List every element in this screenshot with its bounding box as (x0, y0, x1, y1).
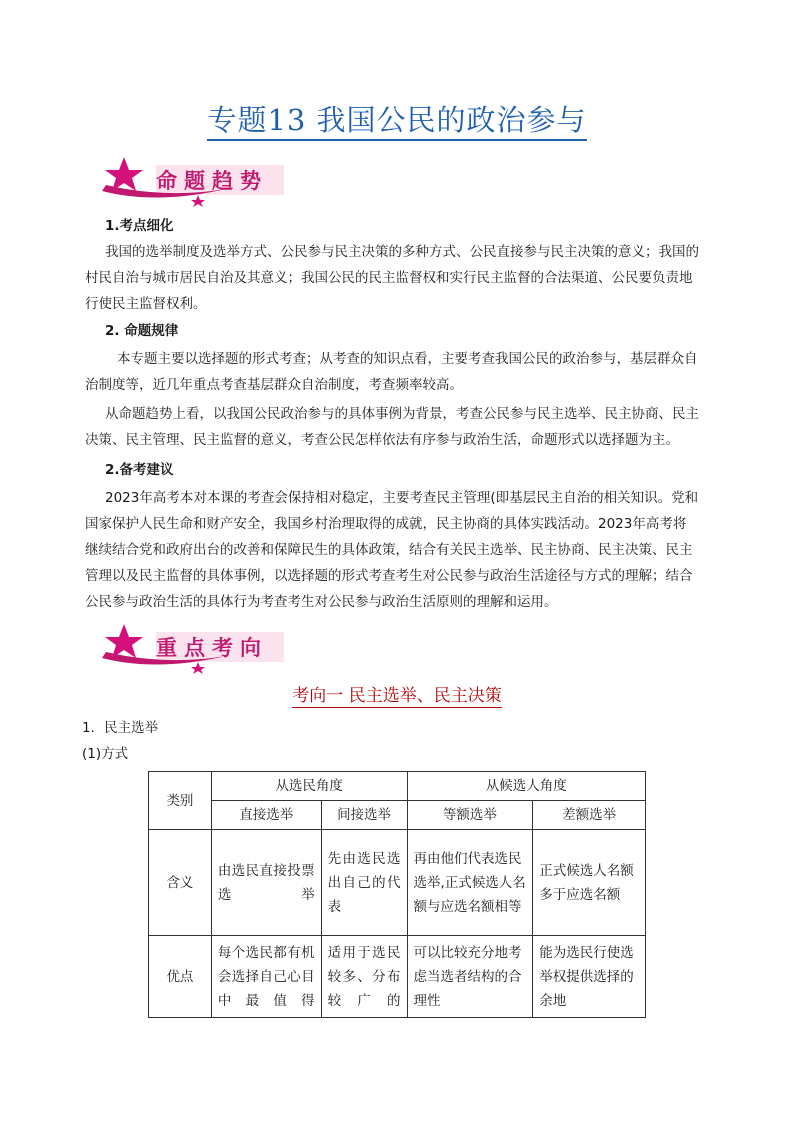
table-row (149, 830, 646, 936)
section-item-1: 1．民主选举 (82, 720, 159, 736)
table-cell: 直接选举 (211, 801, 321, 830)
page-title: 专题13 我国公民的政治参与 (0, 98, 794, 139)
table-cell: 差额选举 (533, 801, 646, 830)
focus-banner-label: 重点考向 (156, 636, 268, 660)
section-item-2: (1)方式 (82, 746, 129, 762)
table-cell: 由选民直接投票选举 (211, 830, 321, 936)
table-cell: 每个选民都有机会选择自己心目中最值得 (211, 936, 321, 1018)
trend-paragraph-2: 本专题主要以选择题的形式考查；从考查的知识点看，主要考查我国公民的政治参与，基层群众自治制度等，近几年重点考查基层群众自治制度，考查频率较高。 (85, 351, 698, 393)
table-cell: 可以比较充分地考虑当选者结构的合理性 (407, 936, 533, 1018)
trend-paragraph-1: 我国的选举制度及选举方式、公民参与民主决策的多种方式、公民直接参与民主决策的意义；我国的村民自治与城市居民自治及其意义；我国公民的民主监督权和实行民主监督的合法渠道、公民要负责地行使民主监督权利。 (85, 244, 699, 312)
trend-banner (96, 155, 286, 207)
table-row (149, 936, 646, 1018)
trend-heading-2: 2. 命题规律 (105, 323, 179, 339)
table-cell: 从选民角度 (211, 772, 407, 801)
trend-heading-3: 2.备考建议 (105, 462, 174, 478)
table-cell: 再由他们代表选民选举,正式候选人名额与应选名额相等 (407, 830, 533, 936)
election-methods-table (148, 771, 646, 1018)
trend-heading-1: 1.考点细化 (105, 218, 174, 234)
table-cell: 优点 (149, 936, 212, 1018)
trend-paragraph-3: 从命题趋势上看，以我国公民政治参与的具体事例为背景，考查公民参与民主选举、民主协商、民主决策、民主管理、民主监督的意义，考查公民怎样依法有序参与政治生活，命题形式以选择题为主。 (85, 406, 699, 448)
section-title: 考向一 民主选举、民主决策 (292, 686, 502, 706)
table-row (149, 772, 646, 801)
table-cell: 适用于选民较多、分布较广的 (321, 936, 407, 1018)
table-cell: 等额选举 (407, 801, 533, 830)
table-cell: 含义 (149, 830, 212, 936)
table-cell: 类别 (149, 772, 212, 830)
table-row (149, 801, 646, 830)
table-cell: 正式候选人名额多于应选名额 (533, 830, 646, 936)
table-cell: 从候选人角度 (407, 772, 646, 801)
table-cell: 间接选举 (321, 801, 407, 830)
focus-banner (96, 622, 286, 674)
trend-paragraph-4: 2023年高考本对本课的考查会保持相对稳定，主要考查民主管理(即基层民主自治的相关知识。党和国家保护人民生命和财产安全，我国乡村治理取得的成就，民主协商的具体实践活动。2023年高考将继续结合党和政府出台的改善和保障民生的具体政策，结合有关民主选举、民主协商、民主决策、民主管理以及民主监督的具体事例，以选择题的形式考查考生对公民参与政治生活途径与方式的理解；结合公民参与政治生活的具体行为考查考生对公民参与政治生活原则的理解和运用。 (85, 490, 699, 610)
trend-banner-label: 命题趋势 (156, 169, 268, 193)
table-cell: 先由选民选出自己的代表 (321, 830, 407, 936)
table-cell: 能为选民行使选举权提供选择的余地 (533, 936, 646, 1018)
